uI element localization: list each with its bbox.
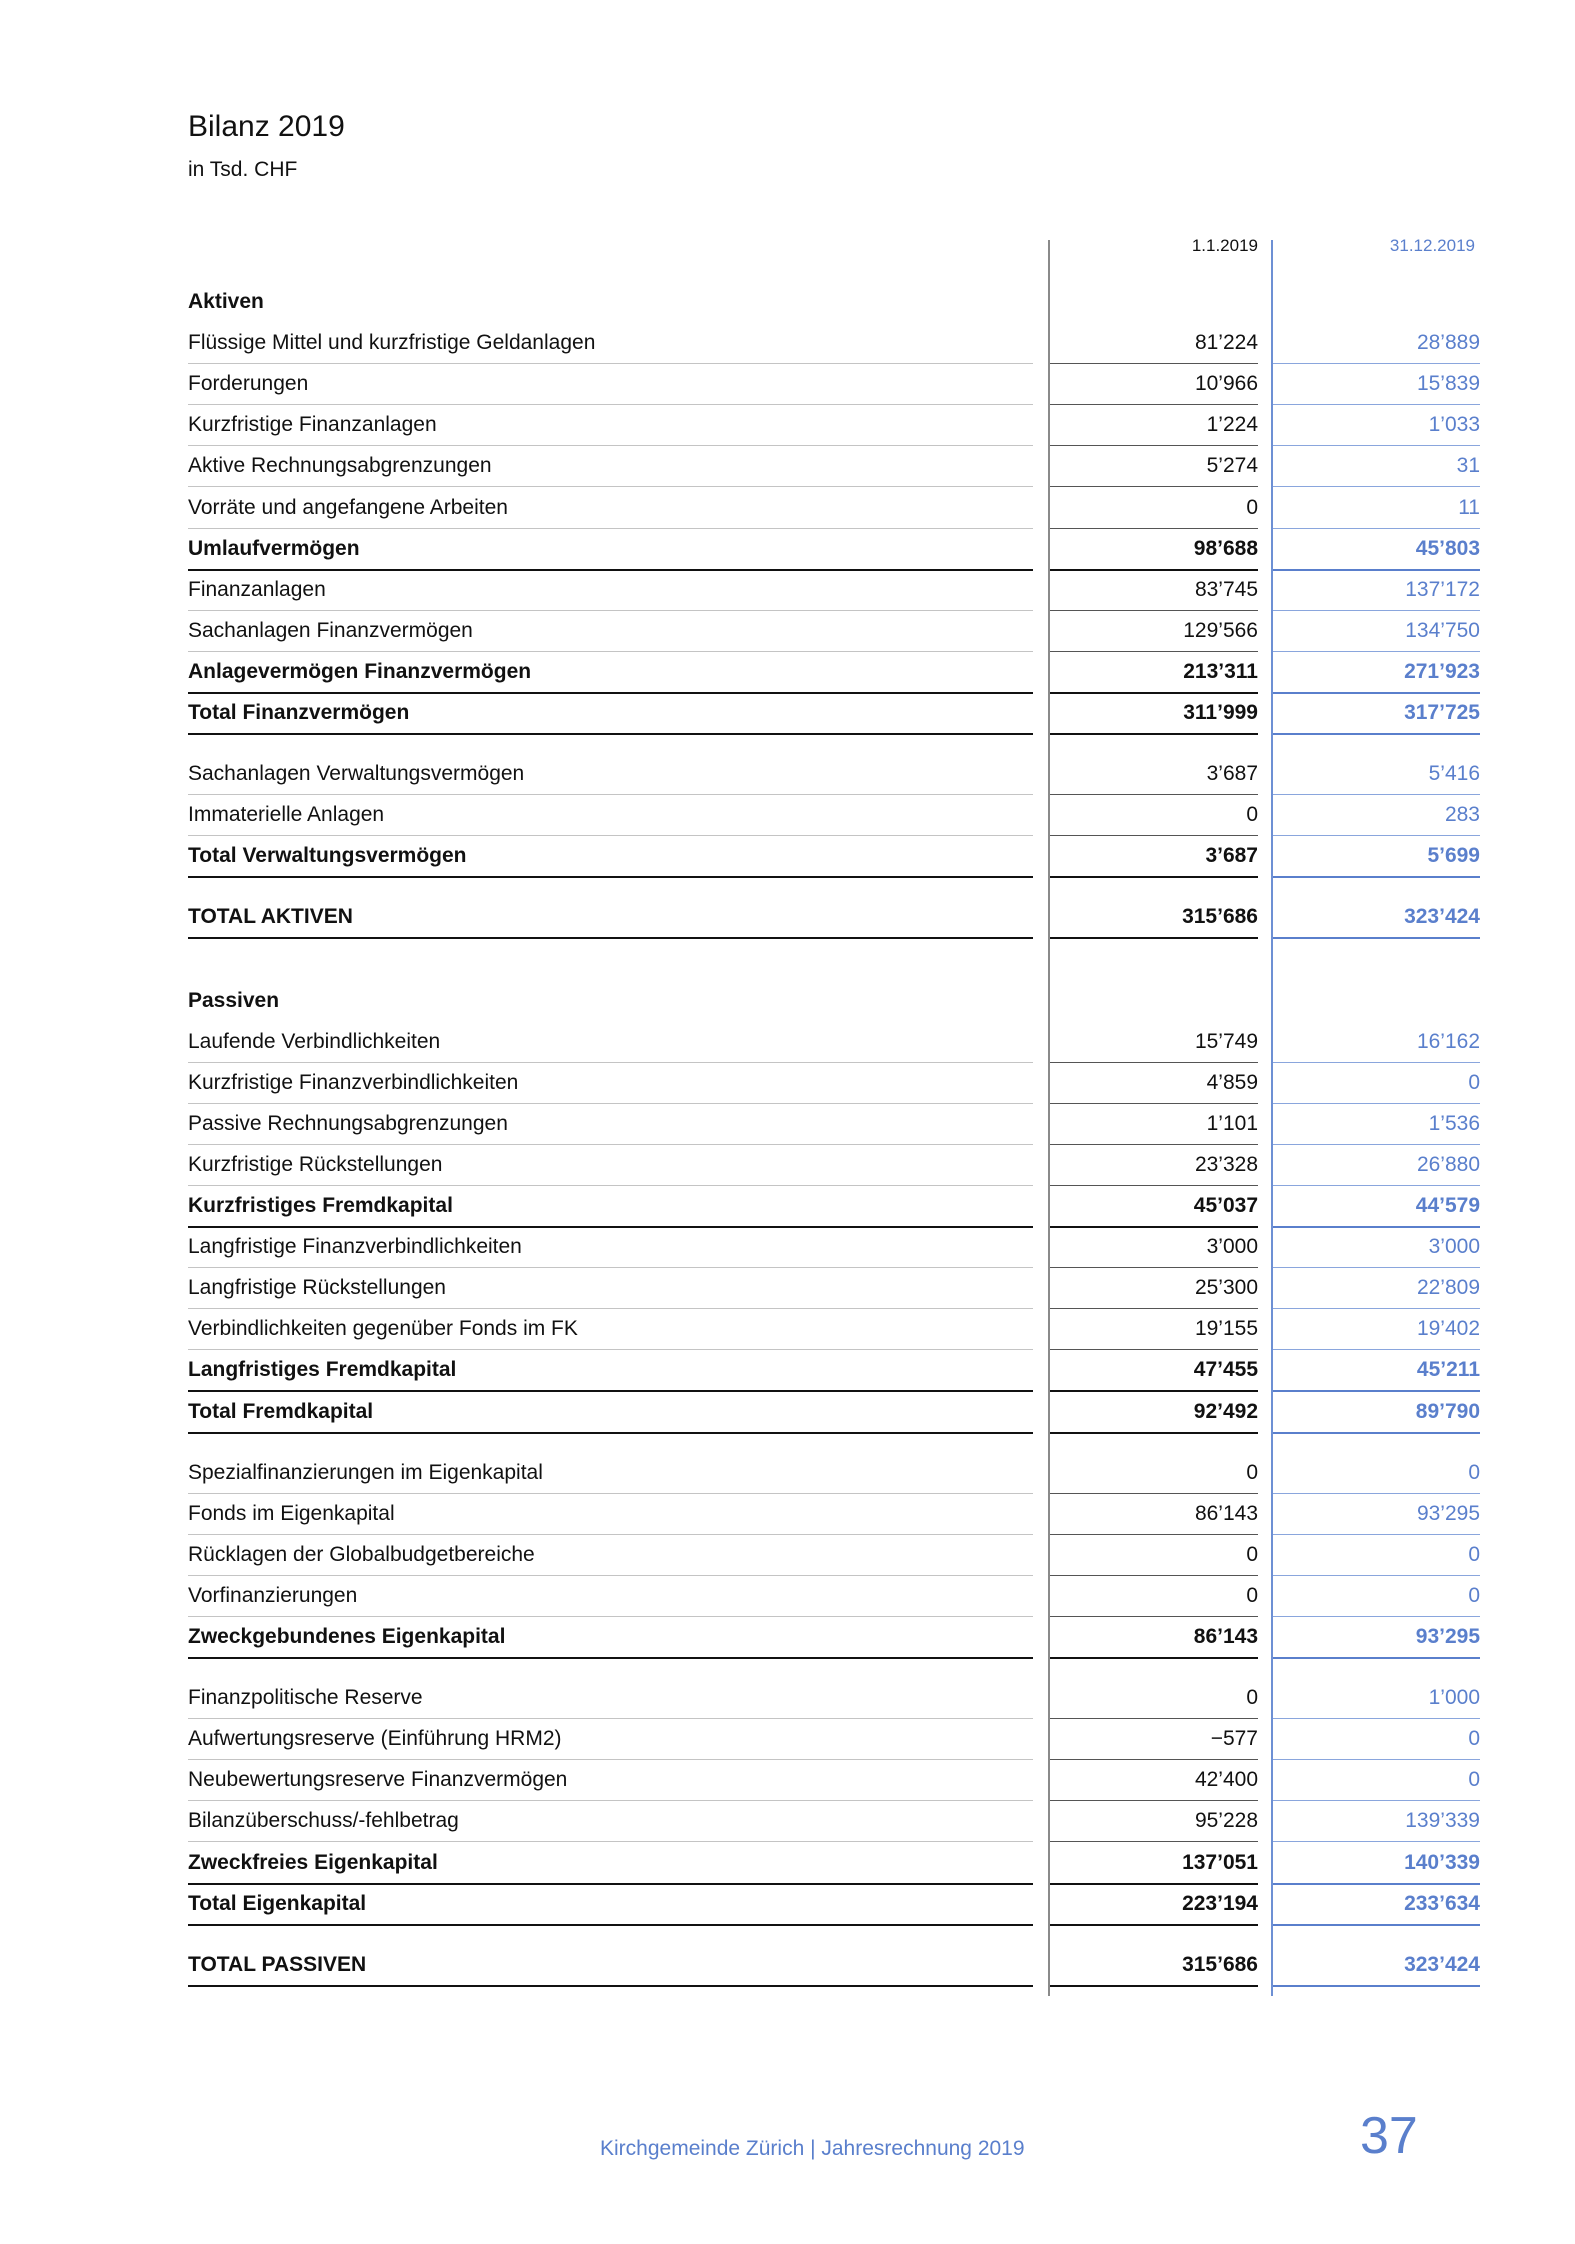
row-label: Aktive Rechnungsabgrenzungen — [188, 446, 1033, 487]
value-start-of-year: 45’037 — [1050, 1186, 1258, 1228]
value-start-of-year — [1050, 282, 1258, 322]
value-start-of-year: 213’311 — [1050, 652, 1258, 694]
table-row — [0, 1678, 1575, 1719]
row-label: Zweckfreies Eigenkapital — [188, 1843, 1033, 1885]
value-end-of-year: 19’402 — [1273, 1309, 1480, 1350]
value-start-of-year: 86’143 — [1050, 1494, 1258, 1535]
subtotal-row — [0, 1884, 1575, 1925]
section-heading-row — [0, 981, 1575, 1022]
row-label: Finanzpolitische Reserve — [188, 1678, 1033, 1719]
row-label: Passive Rechnungsabgrenzungen — [188, 1104, 1033, 1145]
value-end-of-year: 283 — [1273, 795, 1480, 836]
row-label: Kurzfristige Rückstellungen — [188, 1145, 1033, 1186]
value-start-of-year: 5’274 — [1050, 446, 1258, 487]
value-end-of-year: 5’699 — [1273, 836, 1480, 878]
table-row — [0, 1104, 1575, 1145]
value-end-of-year: 323’424 — [1273, 897, 1480, 939]
value-start-of-year: 86’143 — [1050, 1617, 1258, 1659]
table-row — [0, 446, 1575, 487]
value-start-of-year: 0 — [1050, 795, 1258, 836]
row-label: Spezialfinanzierungen im Eigenkapital — [188, 1453, 1033, 1494]
table-row — [0, 1453, 1575, 1494]
value-start-of-year: 15’749 — [1050, 1022, 1258, 1063]
value-start-of-year: 19’155 — [1050, 1309, 1258, 1350]
value-end-of-year — [1273, 282, 1480, 322]
value-end-of-year: 1’000 — [1273, 1678, 1480, 1719]
value-end-of-year: 0 — [1273, 1760, 1480, 1801]
column-header-start-date: 1.1.2019 — [1191, 236, 1258, 255]
table-row — [0, 1145, 1575, 1186]
table-row — [0, 1063, 1575, 1104]
row-label: Fonds im Eigenkapital — [188, 1494, 1033, 1535]
value-start-of-year: 3’687 — [1050, 836, 1258, 878]
value-end-of-year: 1’536 — [1273, 1104, 1480, 1145]
value-end-of-year: 271’923 — [1273, 652, 1480, 694]
table-row — [0, 364, 1575, 405]
subtotal-row — [0, 1617, 1575, 1658]
value-end-of-year: 0 — [1273, 1719, 1480, 1760]
subtotal-row — [0, 693, 1575, 734]
table-row — [0, 1227, 1575, 1268]
subtotal-row — [0, 1350, 1575, 1391]
value-start-of-year: 42’400 — [1050, 1760, 1258, 1801]
table-row — [0, 488, 1575, 529]
value-start-of-year: 83’745 — [1050, 570, 1258, 611]
row-label: Flüssige Mittel und kurzfristige Geldanlagen — [188, 323, 1033, 364]
footer-text: Kirchgemeinde Zürich | Jahresrechnung 2019 — [600, 2137, 1025, 2160]
value-end-of-year: 3’000 — [1273, 1227, 1480, 1268]
row-label: Umlaufvermögen — [188, 529, 1033, 571]
value-end-of-year: 0 — [1273, 1453, 1480, 1494]
value-start-of-year: 23’328 — [1050, 1145, 1258, 1186]
row-label: Total Eigenkapital — [188, 1884, 1033, 1926]
value-end-of-year: 323’424 — [1273, 1945, 1480, 1987]
value-end-of-year: 93’295 — [1273, 1617, 1480, 1659]
row-label: TOTAL AKTIVEN — [188, 897, 1033, 939]
row-label: Langfristige Finanzverbindlichkeiten — [188, 1227, 1033, 1268]
row-label: Aufwertungsreserve (Einführung HRM2) — [188, 1719, 1033, 1760]
table-row — [0, 570, 1575, 611]
column-header-end-date: 31.12.2019 — [1389, 236, 1475, 255]
value-start-of-year: 315’686 — [1050, 1945, 1258, 1987]
value-start-of-year: 95’228 — [1050, 1801, 1258, 1842]
value-end-of-year — [1273, 981, 1480, 1021]
subtotal-row — [0, 836, 1575, 877]
table-row — [0, 611, 1575, 652]
row-label: Sachanlagen Finanzvermögen — [188, 611, 1033, 652]
row-label: Total Fremdkapital — [188, 1392, 1033, 1434]
subtotal-row — [0, 1843, 1575, 1884]
table-row — [0, 1576, 1575, 1617]
table-row — [0, 1268, 1575, 1309]
value-start-of-year: 47’455 — [1050, 1350, 1258, 1392]
row-label: Kurzfristige Finanzanlagen — [188, 405, 1033, 446]
value-start-of-year — [1050, 981, 1258, 1021]
value-start-of-year: 98’688 — [1050, 529, 1258, 571]
table-row — [0, 1719, 1575, 1760]
value-end-of-year: 140’339 — [1273, 1843, 1480, 1885]
value-end-of-year: 93’295 — [1273, 1494, 1480, 1535]
table-row — [0, 323, 1575, 364]
value-start-of-year: 81’224 — [1050, 323, 1258, 364]
row-label: Bilanzüberschuss/-fehlbetrag — [188, 1801, 1033, 1842]
value-end-of-year: 134’750 — [1273, 611, 1480, 652]
value-start-of-year: 0 — [1050, 1535, 1258, 1576]
value-end-of-year: 0 — [1273, 1063, 1480, 1104]
subtotal-row — [0, 529, 1575, 570]
value-start-of-year: 0 — [1050, 1576, 1258, 1617]
value-end-of-year: 28’889 — [1273, 323, 1480, 364]
row-label: Neubewertungsreserve Finanzvermögen — [188, 1760, 1033, 1801]
row-label: Forderungen — [188, 364, 1033, 405]
value-end-of-year: 44’579 — [1273, 1186, 1480, 1228]
row-label: Rücklagen der Globalbudgetbereiche — [188, 1535, 1033, 1576]
row-label: Laufende Verbindlichkeiten — [188, 1022, 1033, 1063]
row-label: Langfristige Rückstellungen — [188, 1268, 1033, 1309]
page-title: Bilanz 2019 — [188, 110, 345, 143]
row-label: TOTAL PASSIVEN — [188, 1945, 1033, 1987]
value-end-of-year: 0 — [1273, 1576, 1480, 1617]
unit-subtitle: in Tsd. CHF — [188, 158, 298, 181]
row-label: Finanzanlagen — [188, 570, 1033, 611]
value-start-of-year: 4’859 — [1050, 1063, 1258, 1104]
value-end-of-year: 317’725 — [1273, 693, 1480, 735]
row-label: Anlagevermögen Finanzvermögen — [188, 652, 1033, 694]
row-label: Aktiven — [188, 290, 264, 313]
value-start-of-year: 25’300 — [1050, 1268, 1258, 1309]
value-end-of-year: 26’880 — [1273, 1145, 1480, 1186]
value-end-of-year: 1’033 — [1273, 405, 1480, 446]
value-end-of-year: 16’162 — [1273, 1022, 1480, 1063]
value-start-of-year: 0 — [1050, 1453, 1258, 1494]
table-row — [0, 1535, 1575, 1576]
row-label: Sachanlagen Verwaltungsvermögen — [188, 754, 1033, 795]
value-start-of-year: 10’966 — [1050, 364, 1258, 405]
value-end-of-year: 139’339 — [1273, 1801, 1480, 1842]
row-label: Total Verwaltungsvermögen — [188, 836, 1033, 878]
row-label: Total Finanzvermögen — [188, 693, 1033, 735]
value-start-of-year: −577 — [1050, 1719, 1258, 1760]
value-start-of-year: 1’224 — [1050, 405, 1258, 446]
value-start-of-year: 92’492 — [1050, 1392, 1258, 1434]
row-label: Vorräte und angefangene Arbeiten — [188, 488, 1033, 529]
value-end-of-year: 11 — [1273, 488, 1480, 529]
row-label: Langfristiges Fremdkapital — [188, 1350, 1033, 1392]
row-label: Vorfinanzierungen — [188, 1576, 1033, 1617]
value-start-of-year: 0 — [1050, 1678, 1258, 1719]
subtotal-row — [0, 897, 1575, 938]
table-row — [0, 1760, 1575, 1801]
table-row — [0, 754, 1575, 795]
value-start-of-year: 1’101 — [1050, 1104, 1258, 1145]
table-row — [0, 1309, 1575, 1350]
table-row — [0, 405, 1575, 446]
value-start-of-year: 3’000 — [1050, 1227, 1258, 1268]
row-label: Passiven — [188, 988, 280, 1012]
value-end-of-year: 45’803 — [1273, 529, 1480, 571]
page-number: 37 — [1360, 2107, 1418, 2165]
table-row — [0, 795, 1575, 836]
value-start-of-year: 223’194 — [1050, 1884, 1258, 1926]
row-label: Kurzfristiges Fremdkapital — [188, 1186, 1033, 1228]
table-row — [0, 1494, 1575, 1535]
value-end-of-year: 45’211 — [1273, 1350, 1480, 1392]
value-end-of-year: 0 — [1273, 1535, 1480, 1576]
value-end-of-year: 15’839 — [1273, 364, 1480, 405]
value-end-of-year: 22’809 — [1273, 1268, 1480, 1309]
subtotal-row — [0, 1392, 1575, 1433]
table-row — [0, 1022, 1575, 1063]
section-heading-row — [0, 282, 1575, 323]
subtotal-row — [0, 652, 1575, 693]
value-end-of-year: 137’172 — [1273, 570, 1480, 611]
value-start-of-year: 311’999 — [1050, 693, 1258, 735]
value-start-of-year: 3’687 — [1050, 754, 1258, 795]
value-start-of-year: 315’686 — [1050, 897, 1258, 939]
subtotal-row — [0, 1945, 1575, 1986]
row-label: Kurzfristige Finanzverbindlichkeiten — [188, 1063, 1033, 1104]
subtotal-row — [0, 1186, 1575, 1227]
row-label: Immaterielle Anlagen — [188, 795, 1033, 836]
value-end-of-year: 89’790 — [1273, 1392, 1480, 1434]
table-row — [0, 1801, 1575, 1842]
value-start-of-year: 137’051 — [1050, 1843, 1258, 1885]
value-start-of-year: 129’566 — [1050, 611, 1258, 652]
row-label: Verbindlichkeiten gegenüber Fonds im FK — [188, 1309, 1033, 1350]
value-end-of-year: 5’416 — [1273, 754, 1480, 795]
value-end-of-year: 233’634 — [1273, 1884, 1480, 1926]
value-end-of-year: 31 — [1273, 446, 1480, 487]
row-label: Zweckgebundenes Eigenkapital — [188, 1617, 1033, 1659]
value-start-of-year: 0 — [1050, 488, 1258, 529]
